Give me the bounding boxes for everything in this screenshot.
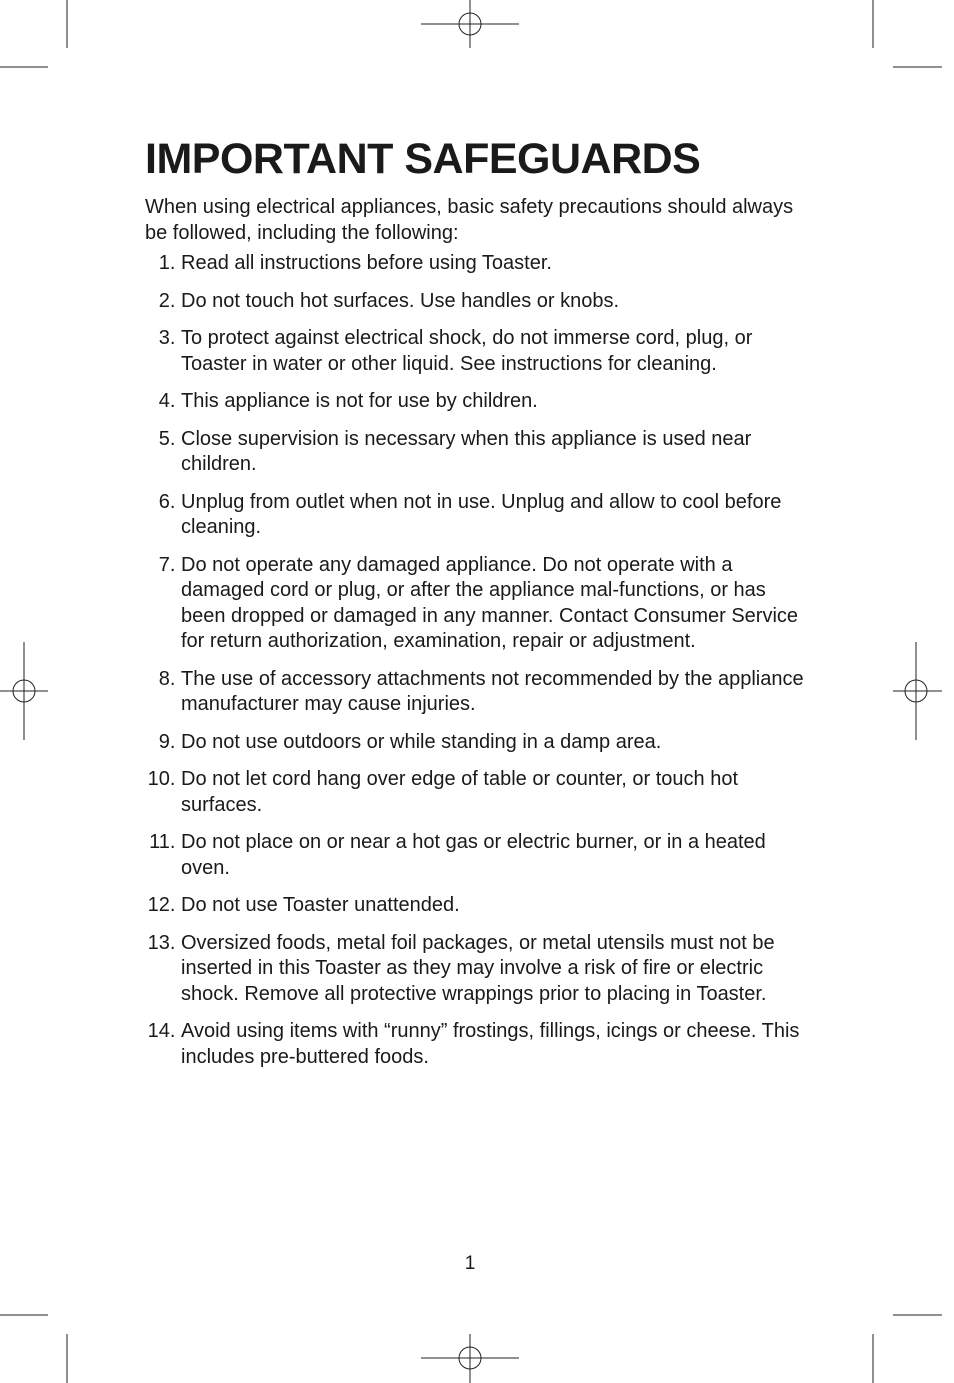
item-text: Oversized foods, metal foil packages, or metal utensils must not be inserted in this Toaster as they may involve a risk of fire or electric shock. Remove all protective wrappings prior to placing in Toaster. (181, 931, 775, 1005)
page-number: 1 (464, 1253, 476, 1274)
item-text: Do not use Toaster unattended. (181, 894, 460, 916)
item-text: Do not touch hot surfaces. Use handles or knobs. (181, 289, 620, 312)
item-text: Do not place on or near a hot gas or electric burner, or in a heated oven. (181, 831, 766, 879)
item-number: 4. (158, 390, 181, 412)
list-item (145, 326, 815, 377)
item-number: 1. (158, 252, 181, 274)
intro-paragraph: When using electrical appliances, basic safety precautions should always be followed, including the following: (145, 196, 794, 244)
list-item (145, 289, 815, 315)
list-item (145, 553, 815, 655)
list-item (145, 1019, 815, 1070)
item-number: 2. (158, 289, 181, 312)
list-item (145, 730, 815, 756)
item-text: The use of accessory attachments not recommended by the appliance manufacturer may cause injuries. (181, 667, 804, 715)
item-number: 14. (147, 1020, 181, 1042)
item-text: To protect against electrical shock, do not immerse cord, plug, or Toaster in water or other liquid. See instructions for cleaning. (181, 327, 753, 375)
item-number: 12. (147, 894, 181, 916)
item-text: Read all instructions before using Toaster. (181, 252, 552, 274)
item-text: This appliance is not for use by children. (181, 390, 538, 412)
list-item (145, 667, 815, 718)
item-number: 13. (147, 931, 181, 954)
item-number: 10. (147, 768, 181, 790)
item-number: 5. (158, 427, 181, 450)
item-text: Unplug from outlet when not in use. Unplug and allow to cool before cleaning. (181, 490, 782, 538)
item-text: Avoid using items with “runny” frostings, fillings, icings or cheese. This includes pre-buttered foods. (181, 1020, 800, 1068)
item-number: 9. (158, 730, 181, 753)
list-item (145, 893, 815, 919)
list-item (145, 931, 815, 1008)
item-text: Do not use outdoors or while standing in a damp area. (181, 730, 662, 753)
list-item (145, 490, 815, 541)
list-item (145, 389, 815, 415)
item-number: 11. (149, 831, 181, 853)
item-text: Do not operate any damaged appliance. Do not operate with a damaged cord or plug, or after the appliance mal-functions, or has been dropped or damaged in any manner. Contact Consumer Service for return authorization, examination, repair or adjustment. (181, 553, 799, 652)
list-item (145, 830, 815, 881)
item-text: Close supervision is necessary when this appliance is used near children. (181, 427, 752, 475)
list-item (145, 767, 815, 818)
list-item (145, 251, 815, 277)
safeguards-list (145, 251, 815, 1082)
list-item (145, 427, 815, 478)
item-number: 7. (158, 553, 181, 576)
item-number: 6. (158, 490, 181, 513)
item-text: Do not let cord hang over edge of table or counter, or touch hot surfaces. (181, 768, 739, 816)
page-title: IMPORTANT SAFEGUARDS (145, 135, 701, 183)
item-number: 3. (158, 327, 181, 349)
item-number: 8. (158, 667, 181, 690)
